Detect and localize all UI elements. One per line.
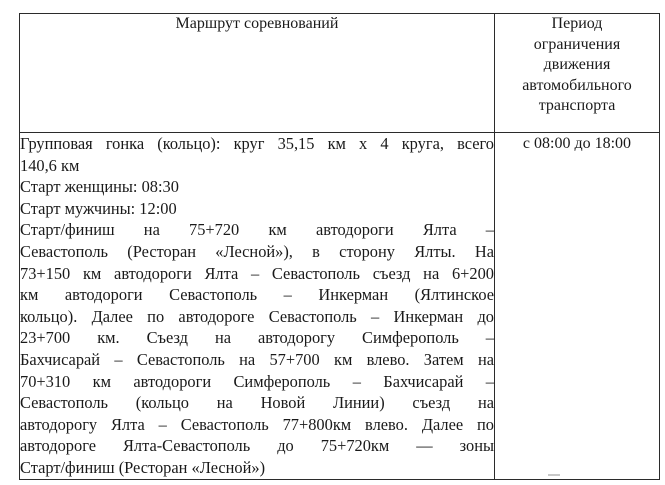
route-text-line: автодорогу Ялта – Севастополь 77+800км влево. Далее по: [20, 414, 494, 434]
route-text-line: Групповая гонка (кольцо): круг 35,15 км х 4 круга, всего: [20, 134, 494, 153]
header-period-line: ограничения: [533, 35, 621, 53]
header-route: [20, 14, 495, 133]
route-description-cell: [20, 133, 495, 480]
route-text-line: км автодороги Севастополь – Инкерман (Ялтинское: [20, 285, 494, 305]
route-text-line: Севастополь (кольцо на Новой Линии) съезд на: [20, 393, 494, 413]
route-text-line: 140,6 км: [20, 155, 80, 175]
route-text-line: 73+150 км автодороги Ялта – Севастополь съезд на 6+200: [20, 263, 494, 283]
route-text-line: Старт/финиш на 75+720 км автодороги Ялта –: [20, 220, 494, 240]
header-route-label: Маршрут соревнований: [175, 15, 339, 32]
header-period-line: Период: [551, 15, 603, 32]
route-text-line: Бахчисарай – Севастополь на 57+700 км влево. Затем на: [20, 349, 494, 369]
route-text-line: кольцо). Далее по автодороге Севастополь – Инкерман до: [20, 306, 494, 326]
route-text-line: Старт/финиш (Ресторан «Лесной»): [20, 457, 266, 477]
route-table: [19, 13, 660, 480]
route-text-line: автодороге Ялта-Севастополь до 75+720км — зоны: [20, 436, 494, 456]
route-text-line: Старт женщины: 08:30: [20, 177, 179, 197]
route-text-line: 70+310 км автодороги Симферополь – Бахчисарай –: [20, 371, 494, 391]
restriction-period-value: с 08:00 до 18:00: [522, 135, 632, 152]
header-period-line: автомобильного: [522, 76, 632, 94]
header-period: [495, 14, 660, 133]
route-text-line: 23+700 км. Съезд на автодорогу Симферополь –: [20, 328, 494, 348]
table-header-row: [20, 14, 660, 133]
table-row: [20, 133, 660, 480]
restriction-period-cell: [495, 133, 660, 480]
route-text-line: Старт мужчины: 12:00: [20, 198, 177, 218]
scan-artifact: [548, 474, 560, 476]
header-period-line: транспорта: [538, 97, 616, 114]
header-period-line: движения: [543, 56, 611, 73]
route-text-line: Севастополь (Ресторан «Лесной»), в сторону Ялты. На: [20, 241, 494, 261]
